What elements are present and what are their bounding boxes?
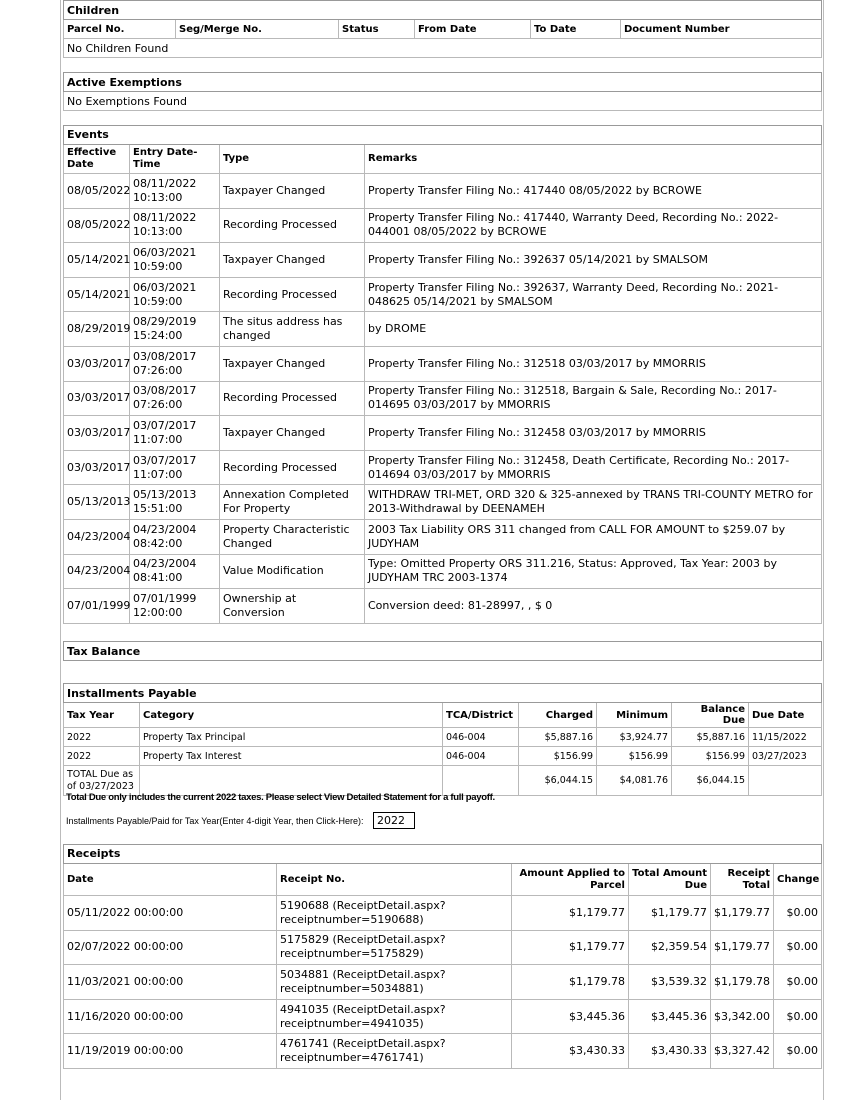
- col-from-date: From Date: [415, 20, 531, 39]
- installment-balance: $5,887.16: [672, 728, 749, 747]
- receipt-link[interactable]: 5034881 (ReceiptDetail.aspx?receiptnumber=5034881): [277, 965, 512, 1000]
- event-row: [64, 277, 822, 312]
- receipt-row: [64, 930, 822, 965]
- col-effective-date: Effective Date: [64, 145, 130, 174]
- receipt-date: 05/11/2022 00:00:00: [64, 896, 277, 931]
- installment-tax-year: 2022: [64, 728, 140, 747]
- event-remarks: Property Transfer Filing No.: 417440, Warranty Deed, Recording No.: 2022-044001 08/05/2022 by BCROWE: [365, 208, 822, 243]
- event-entry-date-time: 03/08/2017 07:26:00: [130, 381, 220, 416]
- event-remarks: Property Transfer Filing No.: 312458 03/03/2017 by MMORRIS: [365, 416, 822, 451]
- event-remarks: Property Transfer Filing No.: 392637, Warranty Deed, Recording No.: 2021-048625 05/14/2021 by SMALSOM: [365, 277, 822, 312]
- col-type: Type: [220, 145, 365, 174]
- col-total-amount-due: Total Amount Due: [629, 864, 711, 896]
- event-row: [64, 346, 822, 381]
- event-entry-date-time: 05/13/2013 15:51:00: [130, 485, 220, 520]
- receipt-link[interactable]: 4941035 (ReceiptDetail.aspx?receiptnumber=4941035): [277, 999, 512, 1034]
- receipt-total-amount-due: $2,359.54: [629, 930, 711, 965]
- event-entry-date-time: 04/23/2004 08:42:00: [130, 519, 220, 554]
- receipt-change: $0.00: [774, 1034, 822, 1069]
- col-charged: Charged: [519, 703, 597, 728]
- event-effective-date: 04/23/2004: [64, 519, 130, 554]
- total-due-note: Total Due only includes the current 2022 taxes. Please select View Detailed Statement for a full payoff.: [66, 792, 495, 803]
- installment-balance: $156.99: [672, 747, 749, 766]
- col-receipt-no: Receipt No.: [277, 864, 512, 896]
- installment-row: [64, 747, 822, 766]
- receipt-row: [64, 965, 822, 1000]
- events-section: [63, 125, 822, 624]
- receipt-total: $1,179.77: [711, 896, 774, 931]
- event-row: [64, 450, 822, 485]
- event-type: Annexation Completed For Property: [220, 485, 365, 520]
- tax-year-label: Installments Payable/Paid for Tax Year(Enter 4-digit Year, then Click-Here):: [66, 816, 364, 826]
- event-remarks: 2003 Tax Liability ORS 311 changed from CALL FOR AMOUNT to $259.07 by JUDYHAM: [365, 519, 822, 554]
- installment-charged: $156.99: [519, 747, 597, 766]
- children-section: [63, 0, 822, 58]
- event-row: [64, 208, 822, 243]
- event-entry-date-time: 03/08/2017 07:26:00: [130, 346, 220, 381]
- event-entry-date-time: 03/07/2017 11:07:00: [130, 450, 220, 485]
- event-row: [64, 243, 822, 278]
- receipt-amount-applied: $1,179.77: [512, 930, 629, 965]
- children-title: Children: [64, 1, 822, 20]
- receipt-change: $0.00: [774, 896, 822, 931]
- col-to-date: To Date: [531, 20, 621, 39]
- installment-tca: 046-004: [443, 747, 519, 766]
- event-type: Taxpayer Changed: [220, 243, 365, 278]
- event-type: Value Modification: [220, 554, 365, 589]
- children-empty: No Children Found: [64, 39, 822, 58]
- tax-balance-title: Tax Balance: [64, 642, 822, 661]
- col-due-date: Due Date: [749, 703, 822, 728]
- event-remarks: Property Transfer Filing No.: 312518 03/03/2017 by MMORRIS: [365, 346, 822, 381]
- col-tca-district: TCA/District: [443, 703, 519, 728]
- event-remarks: Property Transfer Filing No.: 312518, Bargain & Sale, Recording No.: 2017-014695 03/03/2017 by MMORRIS: [365, 381, 822, 416]
- event-row: [64, 312, 822, 347]
- receipt-link[interactable]: 5175829 (ReceiptDetail.aspx?receiptnumber=5175829): [277, 930, 512, 965]
- event-entry-date-time: 04/23/2004 08:41:00: [130, 554, 220, 589]
- event-row: [64, 381, 822, 416]
- col-tax-year: Tax Year: [64, 703, 140, 728]
- event-type: Ownership at Conversion: [220, 589, 365, 624]
- col-amount-applied: Amount Applied to Parcel: [512, 864, 629, 896]
- receipt-total: $3,342.00: [711, 999, 774, 1034]
- col-minimum: Minimum: [597, 703, 672, 728]
- total-balance: $6,044.15: [672, 766, 749, 796]
- event-remarks: Property Transfer Filing No.: 312458, Death Certificate, Recording No.: 2017-014694 03/03/2017 by MMORRIS: [365, 450, 822, 485]
- event-entry-date-time: 08/29/2019 15:24:00: [130, 312, 220, 347]
- exemptions-section: [63, 72, 822, 111]
- receipt-row: [64, 1034, 822, 1069]
- receipt-amount-applied: $3,430.33: [512, 1034, 629, 1069]
- event-type: Recording Processed: [220, 277, 365, 312]
- installment-minimum: $3,924.77: [597, 728, 672, 747]
- event-effective-date: 07/01/1999: [64, 589, 130, 624]
- col-remarks: Remarks: [365, 145, 822, 174]
- event-effective-date: 03/03/2017: [64, 450, 130, 485]
- installment-tax-year: 2022: [64, 747, 140, 766]
- total-minimum: $4,081.76: [597, 766, 672, 796]
- receipt-date: 11/16/2020 00:00:00: [64, 999, 277, 1034]
- installment-category: Property Tax Interest: [140, 747, 443, 766]
- event-effective-date: 05/14/2021: [64, 243, 130, 278]
- receipt-total: $3,327.42: [711, 1034, 774, 1069]
- event-row: [64, 554, 822, 589]
- installments-section: [63, 683, 822, 796]
- receipt-total-amount-due: $3,430.33: [629, 1034, 711, 1069]
- event-remarks: Property Transfer Filing No.: 392637 05/14/2021 by SMALSOM: [365, 243, 822, 278]
- event-type: Property Characteristic Changed: [220, 519, 365, 554]
- receipt-amount-applied: $3,445.36: [512, 999, 629, 1034]
- receipt-row: [64, 896, 822, 931]
- col-parcel-no: Parcel No.: [64, 20, 176, 39]
- event-type: Taxpayer Changed: [220, 346, 365, 381]
- event-entry-date-time: 03/07/2017 11:07:00: [130, 416, 220, 451]
- col-receipt-total: Receipt Total: [711, 864, 774, 896]
- event-row: [64, 519, 822, 554]
- installment-minimum: $156.99: [597, 747, 672, 766]
- col-document-number: Document Number: [621, 20, 822, 39]
- receipt-change: $0.00: [774, 930, 822, 965]
- exemptions-title: Active Exemptions: [64, 73, 822, 92]
- event-effective-date: 08/05/2022: [64, 208, 130, 243]
- event-row: [64, 485, 822, 520]
- event-type: Taxpayer Changed: [220, 416, 365, 451]
- receipt-row: [64, 999, 822, 1034]
- event-effective-date: 04/23/2004: [64, 554, 130, 589]
- event-row: [64, 416, 822, 451]
- events-title: Events: [64, 126, 822, 145]
- col-seg-merge-no: Seg/Merge No.: [176, 20, 339, 39]
- event-effective-date: 03/03/2017: [64, 381, 130, 416]
- receipt-date: 02/07/2022 00:00:00: [64, 930, 277, 965]
- installment-row: [64, 728, 822, 747]
- receipt-change: $0.00: [774, 999, 822, 1034]
- event-remarks: Conversion deed: 81-28997, , $ 0: [365, 589, 822, 624]
- installment-tca: 046-004: [443, 728, 519, 747]
- receipt-total: $1,179.77: [711, 930, 774, 965]
- event-entry-date-time: 07/01/1999 12:00:00: [130, 589, 220, 624]
- receipt-total-amount-due: $1,179.77: [629, 896, 711, 931]
- total-label: TOTAL Due as of 03/27/2023: [64, 766, 140, 796]
- installments-title: Installments Payable: [64, 684, 822, 703]
- receipt-date: 11/03/2021 00:00:00: [64, 965, 277, 1000]
- installment-category: Property Tax Principal: [140, 728, 443, 747]
- event-entry-date-time: 08/11/2022 10:13:00: [130, 208, 220, 243]
- event-effective-date: 08/29/2019: [64, 312, 130, 347]
- event-remarks: by DROME: [365, 312, 822, 347]
- tax-balance-section: [63, 641, 822, 661]
- receipts-title: Receipts: [64, 845, 822, 864]
- event-remarks: Property Transfer Filing No.: 417440 08/05/2022 by BCROWE: [365, 174, 822, 209]
- event-entry-date-time: 06/03/2021 10:59:00: [130, 243, 220, 278]
- event-effective-date: 05/13/2013: [64, 485, 130, 520]
- installments-total-row: [64, 766, 822, 796]
- col-date: Date: [64, 864, 277, 896]
- receipt-amount-applied: $1,179.78: [512, 965, 629, 1000]
- installment-due-date: 03/27/2023: [749, 747, 822, 766]
- event-remarks: Type: Omitted Property ORS 311.216, Status: Approved, Tax Year: 2003 by JUDYHAM TRC 2003-1374: [365, 554, 822, 589]
- col-entry-date-time: Entry Date-Time: [130, 145, 220, 174]
- event-entry-date-time: 08/11/2022 10:13:00: [130, 174, 220, 209]
- event-effective-date: 03/03/2017: [64, 416, 130, 451]
- receipt-link[interactable]: 5190688 (ReceiptDetail.aspx?receiptnumber=5190688): [277, 896, 512, 931]
- event-type: Taxpayer Changed: [220, 174, 365, 209]
- receipt-total-amount-due: $3,539.32: [629, 965, 711, 1000]
- installment-due-date: 11/15/2022: [749, 728, 822, 747]
- event-type: Recording Processed: [220, 208, 365, 243]
- receipts-section: [63, 844, 822, 1069]
- receipt-amount-applied: $1,179.77: [512, 896, 629, 931]
- event-effective-date: 08/05/2022: [64, 174, 130, 209]
- col-status: Status: [339, 20, 415, 39]
- exemptions-empty: No Exemptions Found: [64, 92, 822, 111]
- event-type: Recording Processed: [220, 381, 365, 416]
- total-charged: $6,044.15: [519, 766, 597, 796]
- receipt-change: $0.00: [774, 965, 822, 1000]
- event-effective-date: 05/14/2021: [64, 277, 130, 312]
- installment-charged: $5,887.16: [519, 728, 597, 747]
- col-balance-due: Balance Due: [672, 703, 749, 728]
- col-change: Change: [774, 864, 822, 896]
- event-remarks: WITHDRAW TRI-MET, ORD 320 & 325-annexed by TRANS TRI-COUNTY METRO for 2013-Withdrawal by DEENAMEH: [365, 485, 822, 520]
- event-row: [64, 174, 822, 209]
- event-row: [64, 589, 822, 624]
- receipt-link[interactable]: 4761741 (ReceiptDetail.aspx?receiptnumber=4761741): [277, 1034, 512, 1069]
- receipt-total-amount-due: $3,445.36: [629, 999, 711, 1034]
- tax-year-input[interactable]: [373, 812, 415, 829]
- receipt-date: 11/19/2019 00:00:00: [64, 1034, 277, 1069]
- receipt-total: $1,179.78: [711, 965, 774, 1000]
- event-entry-date-time: 06/03/2021 10:59:00: [130, 277, 220, 312]
- col-category: Category: [140, 703, 443, 728]
- event-type: The situs address has changed: [220, 312, 365, 347]
- event-effective-date: 03/03/2017: [64, 346, 130, 381]
- event-type: Recording Processed: [220, 450, 365, 485]
